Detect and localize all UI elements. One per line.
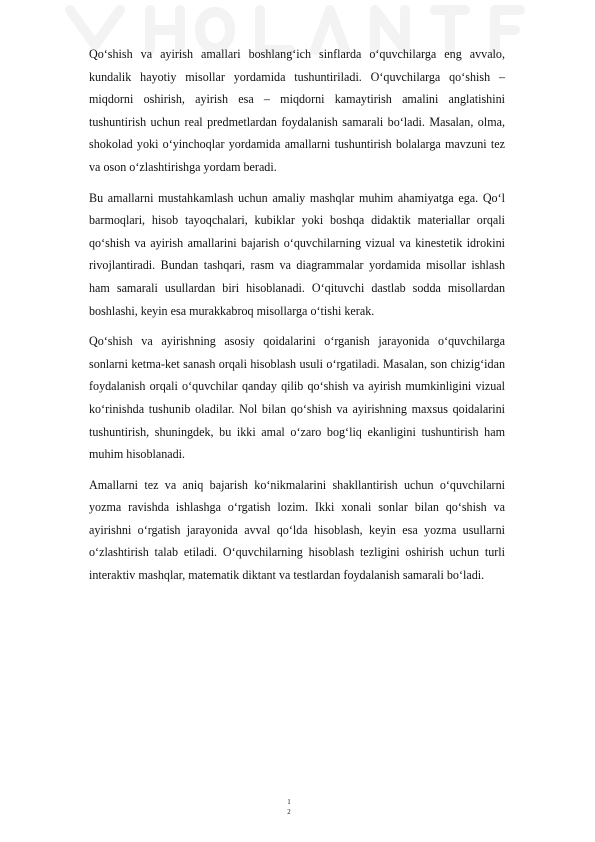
page-number: [283, 797, 295, 817]
paragraph-1: Qo‘shish va ayirish amallari boshlang‘ich sinflarda o‘quvchilarga eng avvalo, kundalik hayotiy misollar yordamida tushuntiriladi. O‘quvchilarga qo‘shish – miqdorni oshirish, ayirish esa – miqdorni kamaytirish amalini anglatishini tushuntirish uchun real predmetlardan foydalanish samarali bo‘ladi. Masalan, olma, shokolad yoki o‘yinchoqlar yordamida amallarni tushuntirish bolalarga mavzuni tez va oson o‘zlashtirishga yordam beradi.: [89, 47, 505, 174]
page-number-digit-2: 2: [287, 808, 291, 816]
page-number-digit-1: 1: [287, 798, 291, 806]
paragraph-3: Qo‘shish va ayirishning asosiy qoidalarini o‘rganish jarayonida o‘quvchilarga sonlarni ketma-ket sanash orqali hisoblash usuli o‘rgatiladi. Masalan, son chizig‘idan foydalanish orqali o‘quvchilar qanday qilib qo‘shish va ayirish mumkinligini vizual ko‘rinishda tushunib oladilar. Nol bilan qo‘shish va ayirishning maxsus qoidalarini tushuntirish, shuningdek, bu ikki amal o‘zaro bog‘liq ekanligini tushuntirish ham muhim hisoblanadi.: [89, 334, 505, 462]
document-body: [89, 43, 505, 595]
paragraph-2: Bu amallarni mustahkamlash uchun amaliy mashqlar muhim ahamiyatga ega. Qo‘l barmoqlari, hisob tayoqchalari, kubiklar yoki boshqa didaktik materiallar orqali qo‘shish va ayirish amallarini bajarish o‘quvchilarning vizual va kinestetik idrokini rivojlantiradi. Bundan tashqari, rasm va diagrammalar yordamida misollar ishlash ham samarali usullardan biri hisoblanadi. O‘qituvchi dastlab sodda misollardan boshlashi, keyin esa murakkabroq misollarga o‘tishi kerak.: [89, 190, 505, 318]
paragraph-4: Amallarni tez va aniq bajarish ko‘nikmalarini shakllantirish uchun o‘quvchilarni yozma ravishda ishlashga o‘rgatish lozim. Ikki xonali sonlar bilan qo‘shish va ayirishni o‘rgatish jarayonida avval qo‘lda hisoblash, keyin esa yozma usullarni o‘zlashtirish talab etiladi. O‘quvchilarning hisoblash tezligini oshirish uchun turli interaktiv mashqlar, matematik diktant va testlardan foydalanish samarali bo‘ladi.: [89, 477, 505, 583]
